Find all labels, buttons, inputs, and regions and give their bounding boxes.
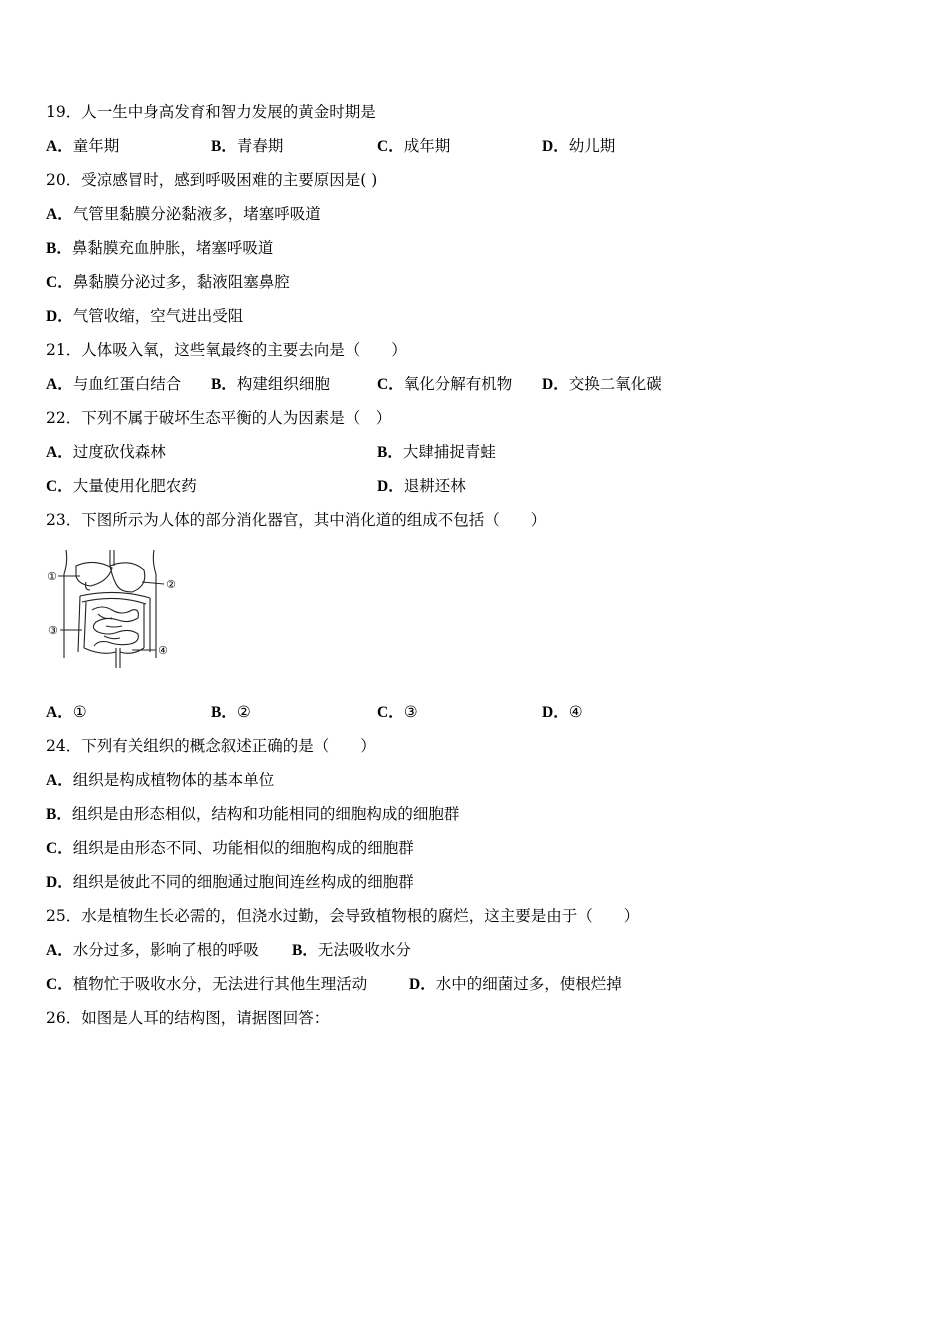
question-20-option-a[interactable]: A．气管里黏膜分泌黏液多，堵塞呼吸道: [46, 205, 321, 223]
option-b[interactable]: B．无法吸收水分: [292, 941, 411, 959]
question-24-stem: 24．下列有关组织的概念叙述正确的是（ ）: [46, 737, 376, 755]
option-c[interactable]: C．成年期: [377, 137, 451, 155]
option-b[interactable]: B．青春期: [211, 137, 284, 155]
option-b[interactable]: B．构建组织细胞: [211, 375, 330, 393]
figure-label-4: ④: [158, 644, 168, 657]
option-a[interactable]: A．过度砍伐森林: [46, 443, 166, 461]
option-c[interactable]: C．植物忙于吸收水分，无法进行其他生理活动: [46, 975, 368, 993]
question-20-stem: 20．受凉感冒时，感到呼吸困难的主要原因是( ): [46, 171, 378, 189]
figure-label-1: ①: [47, 570, 57, 583]
question-20-option-d[interactable]: D．气管收缩，空气进出受阻: [46, 307, 244, 325]
question-20-option-b[interactable]: B．鼻黏膜充血肿胀，堵塞呼吸道: [46, 239, 274, 257]
question-24-option-c[interactable]: C．组织是由形态不同、功能相似的细胞构成的细胞群: [46, 839, 414, 857]
option-c[interactable]: C．③: [377, 703, 418, 721]
question-19-stem: 19．人一生中身高发育和智力发展的黄金时期是: [46, 103, 376, 121]
option-b[interactable]: B．大肆捕捉青蛙: [377, 443, 496, 461]
option-d[interactable]: D．退耕还林: [377, 477, 466, 495]
option-b[interactable]: B．②: [211, 703, 251, 721]
option-a[interactable]: A．水分过多，影响了根的呼吸: [46, 941, 259, 959]
option-c[interactable]: C．氧化分解有机物: [377, 375, 513, 393]
option-d[interactable]: D．幼儿期: [542, 137, 616, 155]
figure-label-2: ②: [166, 578, 176, 591]
question-20-option-c[interactable]: C．鼻黏膜分泌过多，黏液阻塞鼻腔: [46, 273, 290, 291]
question-23-stem: 23．下图所示为人体的部分消化器官，其中消化道的组成不包括（ ）: [46, 511, 547, 529]
question-22-stem: 22．下列不属于破坏生态平衡的人为因素是（ ）: [46, 409, 392, 427]
question-26-stem: 26．如图是人耳的结构图，请据图回答：: [46, 1009, 330, 1027]
option-a[interactable]: A．童年期: [46, 137, 120, 155]
question-21-stem: 21．人体吸入氧，这些氧最终的主要去向是（ ）: [46, 341, 407, 359]
option-d[interactable]: D．水中的细菌过多，使根烂掉: [409, 975, 622, 993]
option-a[interactable]: A．与血红蛋白结合: [46, 375, 182, 393]
question-24-option-b[interactable]: B．组织是由形态相似，结构和功能相同的细胞构成的细胞群: [46, 805, 460, 823]
question-25-stem: 25．水是植物生长必需的，但浇水过勤，会导致植物根的腐烂，这主要是由于（ ）: [46, 907, 640, 925]
option-c[interactable]: C．大量使用化肥农药: [46, 477, 197, 495]
option-d[interactable]: D．交换二氧化碳: [542, 375, 662, 393]
figure-label-3: ③: [48, 624, 58, 637]
question-24-option-d[interactable]: D．组织是彼此不同的细胞通过胞间连丝构成的细胞群: [46, 873, 414, 891]
option-a[interactable]: A．①: [46, 703, 87, 721]
option-d[interactable]: D．④: [542, 703, 583, 721]
digestive-system-figure: [46, 548, 186, 672]
question-24-option-a[interactable]: A．组织是构成植物体的基本单位: [46, 771, 275, 789]
